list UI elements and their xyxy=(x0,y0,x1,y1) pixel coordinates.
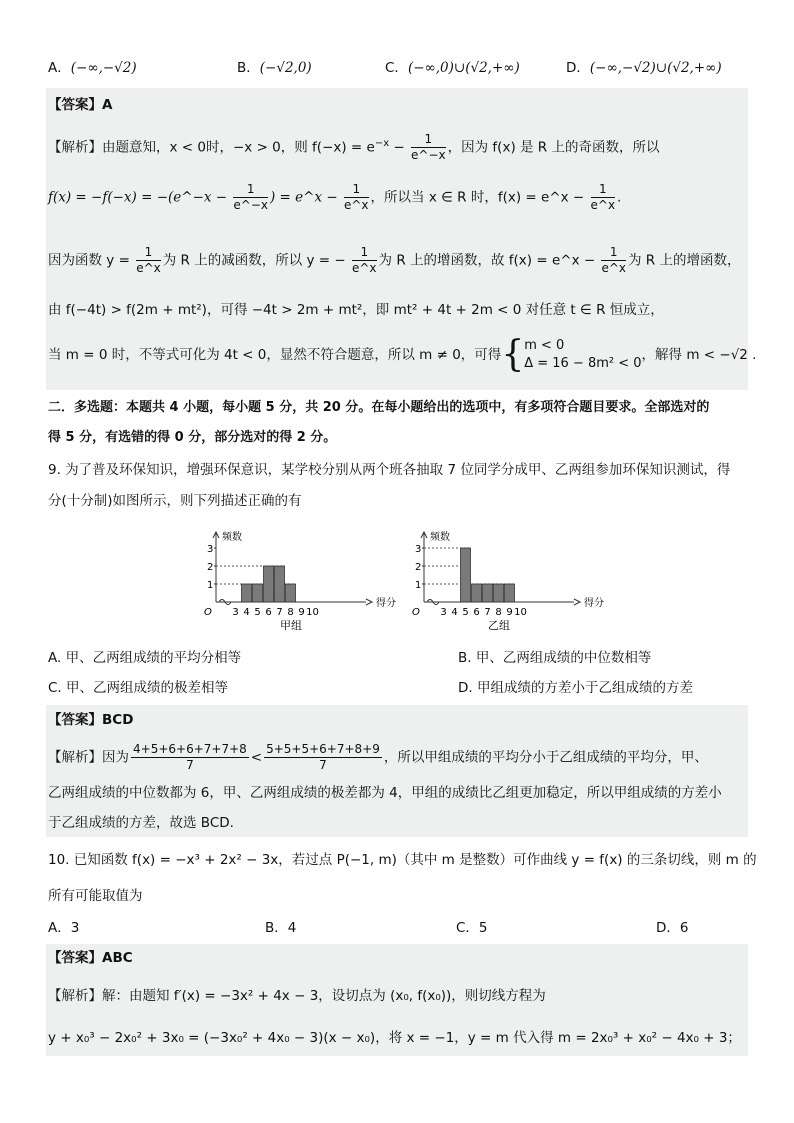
x-tick-label: 7 xyxy=(484,607,491,618)
x-tick-label: 3 xyxy=(232,607,239,618)
y-tick-label: 2 xyxy=(207,562,214,573)
bar xyxy=(253,584,263,602)
q9-explanation-line1: 【解析】因为 $\frac{4+5+6+6+7+7+8}{7}$ < $\frac{5+5+5+6+7+8+9}{7}$ ，所以甲组成绩的平均分小于乙组成绩的平均分，甲、 xyxy=(48,742,708,772)
q10-explanation-line1: 【解析】解：由题知 f′(x) = −3x² + 4x − 3，设切点为 (x₀, f(x₀))，则切线方程为 xyxy=(48,988,546,1004)
y-tick-label: 1 xyxy=(207,580,214,591)
y-tick-label: 1 xyxy=(415,580,422,591)
q8-option-a: A．(−∞,−√2) xyxy=(48,60,137,76)
brace: { xyxy=(501,334,525,375)
y-axis-label: 频数 xyxy=(222,532,242,543)
bar xyxy=(472,584,482,602)
chart-group-jia xyxy=(196,522,396,632)
inequality-system: m < 0 Δ = 16 − 8m² < 0 xyxy=(524,338,642,371)
fraction: $\frac{1}{e\^{}x}$ xyxy=(136,245,161,275)
q10-stem-line2: 所有可能取值为 xyxy=(48,888,143,904)
q8-option-c: C．(−∞,0)∪(√2,+∞) xyxy=(385,60,520,76)
fraction: $\frac{1}{e\^{}-x}$ xyxy=(233,182,268,212)
fraction: $\frac{1}{e\^{}-x}$ xyxy=(411,132,446,162)
chart-group-yi xyxy=(404,522,604,632)
q8-option-b: B．(−√2,0) xyxy=(237,60,312,76)
x-tick-label: 6 xyxy=(473,607,480,618)
section-heading-line1: 二．多选题：本题共 4 小题，每小题 5 分，共 20 分。在每小题给出的选项中，有多项符合题目要求。全部选对的 xyxy=(48,400,710,415)
q9-stem-line2: 分(十分制)如图所示，则下列描述正确的有 xyxy=(48,493,302,509)
fraction: $\frac{5+5+5+6+7+8+9}{7}$ xyxy=(266,742,380,772)
y-tick-label: 3 xyxy=(415,544,422,555)
q9-option-d: D. 甲组成绩的方差小于乙组成绩的方差 xyxy=(458,680,693,696)
x-axis-label: 得分 xyxy=(376,598,396,609)
x-axis-arrow xyxy=(574,599,580,605)
bar xyxy=(505,584,515,602)
bar xyxy=(242,584,252,602)
q10-option-b: B．4 xyxy=(265,920,297,936)
x-tick-label: 7 xyxy=(276,607,283,618)
q9-option-a: A. 甲、乙两组成绩的平均分相等 xyxy=(48,650,242,666)
q8-answer: 【答案】A xyxy=(48,97,113,113)
q9-explanation-line2: 乙两组成绩的中位数都为 6，甲、乙两组成绩的极差都为 4，甲组的成绩比乙组更加稳定，所以甲组成绩的方差小 xyxy=(48,785,722,801)
q10-option-a: A．3 xyxy=(48,920,80,936)
q8-explanation-line2: f(x) = −f(−x) = −(e^−x − $\frac{1}{e\^{}-x}$ ) = e^x − $\frac{1}{e\^{}x}$ ，所以当 x ∈ R 时，f(x) = e^x − $\frac{1}{e\^{}x}$ . xyxy=(48,182,622,212)
fraction: $\frac{1}{e\^{}x}$ xyxy=(351,245,377,275)
y-tick-label: 3 xyxy=(207,544,214,555)
origin-label: O xyxy=(204,607,212,618)
x-tick-label: 8 xyxy=(495,607,502,618)
x-tick-label: 4 xyxy=(451,607,458,618)
x-tick-label: 5 xyxy=(462,607,469,618)
q9-option-c: C. 甲、乙两组成绩的极差相等 xyxy=(48,680,229,696)
q8-explanation-line1: 【解析】由题意知，x < 0时，−x > 0，则 $f(-x) = e^{-x}$ − $\frac{1}{e\^{}-x}$ ，因为 f(x) 是 R 上的奇函数，所以 xyxy=(48,132,660,162)
x-tick-label: 8 xyxy=(287,607,294,618)
x-tick-label: 10 xyxy=(306,607,319,618)
section-heading-line2: 得 5 分，有选错的得 0 分，部分选对的得 2 分。 xyxy=(48,430,337,445)
q10-answer: 【答案】ABC xyxy=(48,950,133,966)
q10-explanation-line2: y + x₀³ − 2x₀² + 3x₀ = (−3x₀² + 4x₀ − 3)(x − x₀)，将 x = −1，y = m 代入得 m = 2x₀³ + x₀² − 4x₀ + 3； xyxy=(48,1030,741,1046)
x-axis-label: 得分 xyxy=(584,598,604,609)
x-tick-label: 3 xyxy=(440,607,447,618)
fraction: $\frac{1}{e\^{}x}$ xyxy=(601,245,627,275)
x-tick-label: 9 xyxy=(298,607,305,618)
q8-explanation-line4: 由 f(−4t) > f(2m + mt²)，可得 −4t > 2m + mt²，即 mt² + 4t + 2m < 0 对任意 t ∈ R 恒成立， xyxy=(48,302,664,318)
bar xyxy=(286,584,296,602)
y-axis-label: 频数 xyxy=(430,532,450,543)
q9-option-b: B. 甲、乙两组成绩的中位数相等 xyxy=(458,650,652,666)
x-tick-label: 9 xyxy=(506,607,513,618)
q9-stem-line1: 9. 为了普及环保知识，增强环保意识，某学校分别从两个班各抽取 7 位同学分成甲、乙两组参加环保知识测试，得 xyxy=(48,462,731,478)
chart-caption: 甲组 xyxy=(280,619,302,632)
x-axis-arrow xyxy=(366,599,372,605)
fraction: $\frac{1}{e\^{}x}$ xyxy=(590,182,616,212)
q8-explanation-line5: 当 m = 0 时，不等式可化为 4t < 0，显然不符合题意，所以 m ≠ 0，可得{ m < 0 Δ = 16 − 8m² < 0 ，解得 m < −√2 . xyxy=(48,334,757,375)
q9-answer: 【答案】BCD xyxy=(48,712,134,728)
y-tick-label: 2 xyxy=(415,562,422,573)
x-tick-label: 5 xyxy=(254,607,261,618)
bar xyxy=(264,566,274,602)
origin-label: O xyxy=(412,607,420,618)
bar xyxy=(461,548,471,602)
q10-option-c: C．5 xyxy=(456,920,488,936)
q9-explanation-line3: 于乙组成绩的方差，故选 BCD. xyxy=(48,815,234,831)
x-tick-label: 4 xyxy=(243,607,250,618)
x-tick-label: 10 xyxy=(514,607,527,618)
q10-option-d: D．6 xyxy=(656,920,689,936)
chart-caption: 乙组 xyxy=(488,619,510,632)
x-tick-label: 6 xyxy=(265,607,272,618)
bar xyxy=(275,566,285,602)
bar xyxy=(483,584,493,602)
fraction: $\frac{1}{e\^{}x}$ xyxy=(343,182,369,212)
bar xyxy=(494,584,504,602)
q8-option-d: D．(−∞,−√2)∪(√2,+∞) xyxy=(566,60,722,76)
q8-explanation-line3: 因为函数 y = $\frac{1}{e\^{}x}$ 为 R 上的减函数，所以 y = − $\frac{1}{e\^{}x}$ 为 R 上的增函数，故 f(x) = e^x − $\frac{1}{e\^{}x}$ 为 R 上的增函数， xyxy=(48,245,741,275)
q10-stem-line1: 10. 已知函数 f(x) = −x³ + 2x² − 3x，若过点 P(−1, m)（其中 m 是整数）可作曲线 y = f(x) 的三条切线，则 m 的 xyxy=(48,852,757,868)
fraction: $\frac{4+5+6+6+7+7+8}{7}$ xyxy=(133,742,247,772)
